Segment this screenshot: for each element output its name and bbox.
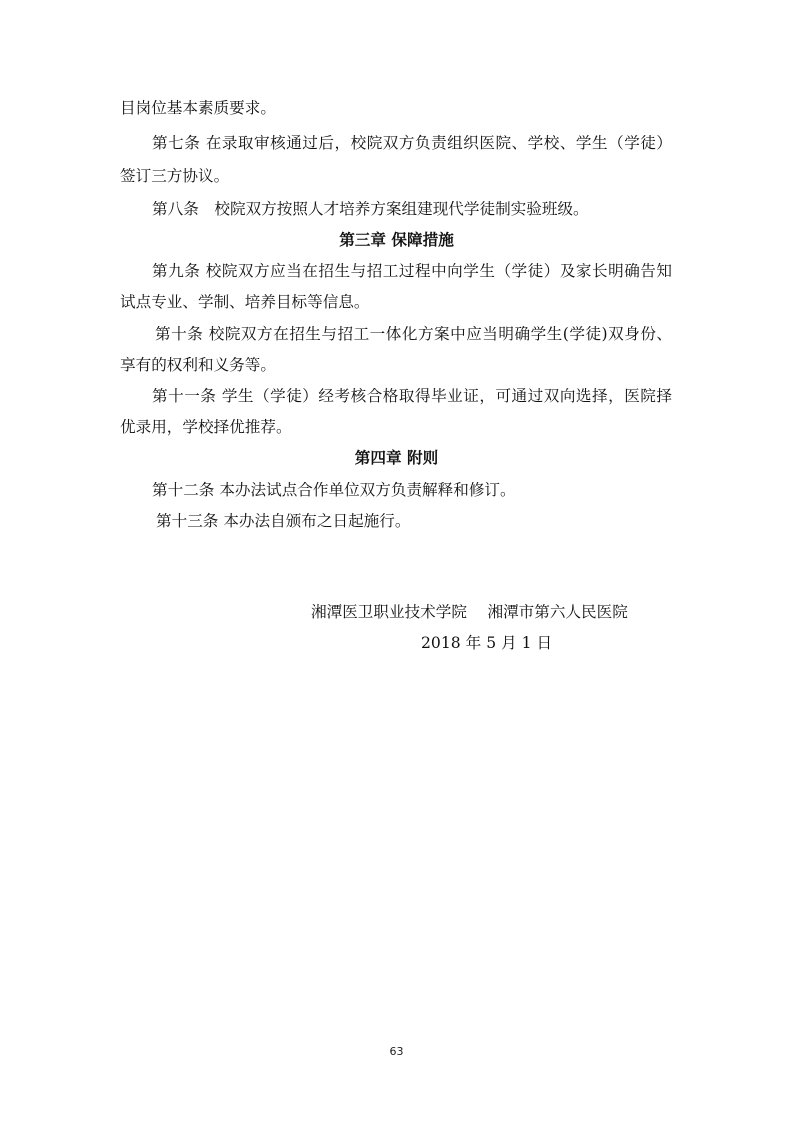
article-12-line-1: 第十二条 本办法试点合作单位双方负责解释和修订。 — [152, 481, 516, 499]
article-6-continuation-line: 目岗位基本素质要求。 — [120, 99, 276, 117]
chapter-3-heading: 第三章 保障措施 — [339, 231, 454, 249]
article-9-line-1: 第九条 校院双方应当在招生与招工过程中向学生（学徒）及家长明确告知 — [152, 262, 672, 280]
article-10-line-1: 第十条 校院双方在招生与招工一体化方案中应当明确学生(学徒)双身份、 — [155, 325, 672, 343]
signatories: 湘潭医卫职业技术学院 湘潭市第六人民医院 — [311, 603, 628, 621]
article-13-line-1: 第十三条 本办法自颁布之日起施行。 — [156, 512, 411, 530]
signing-date: 2018 年 5 月 1 日 — [421, 634, 553, 652]
article-9-line-2: 试点专业、学制、培养目标等信息。 — [120, 293, 370, 311]
article-10-line-2: 享有的权利和义务等。 — [120, 356, 276, 374]
article-11-line-1: 第十一条 学生（学徒）经考核合格取得毕业证，可通过双向选择，医院择 — [152, 387, 672, 405]
article-11-line-2: 优录用，学校择优推荐。 — [120, 418, 292, 436]
article-7-line-2: 签订三方协议。 — [120, 167, 230, 185]
article-7-line-1: 第七条 在录取审核通过后，校院双方负责组织医院、学校、学生（学徒） — [152, 134, 672, 152]
page-number: 63 — [389, 1045, 404, 1058]
article-8-line-1: 第八条 校院双方按照人才培养方案组建现代学徒制实验班级。 — [152, 200, 589, 218]
chapter-4-heading: 第四章 附则 — [354, 449, 439, 467]
